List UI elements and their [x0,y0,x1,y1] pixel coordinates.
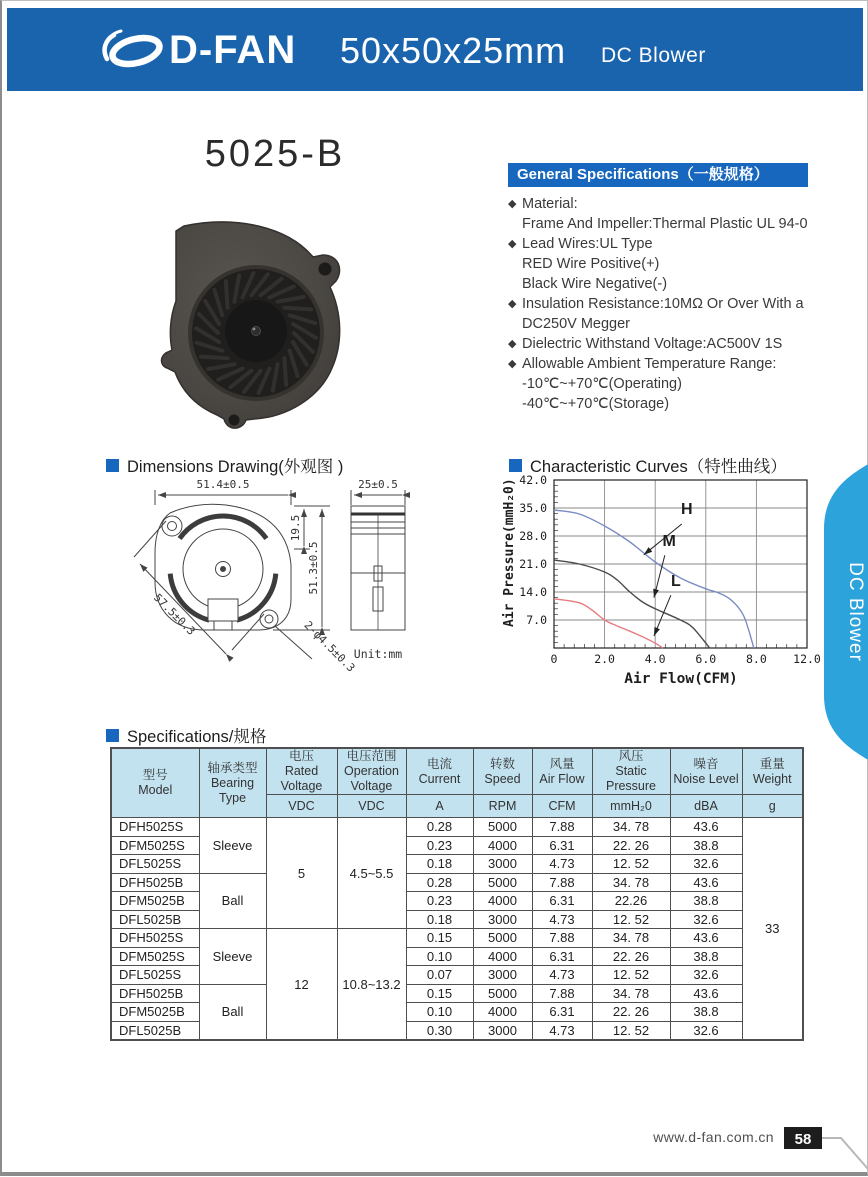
cell-airflow: 4.73 [532,966,592,985]
table-row [111,929,803,948]
blue-square-icon [106,459,119,472]
unit-header: g [742,795,803,818]
diamond-bullet-icon: ◆ [508,198,517,210]
col-header: 噪音 Noise Level [670,748,742,795]
plot-area [519,473,821,666]
cell-operation: 10.8~13.2 [337,929,406,1041]
cell-model: DFL5025S [111,855,199,874]
cell-airflow: 7.88 [532,818,592,837]
spec-item [508,254,820,274]
table-row [111,873,803,892]
cell-current: 0.18 [406,855,473,874]
cell-bearing: Ball [199,873,266,929]
cell-model: DFH5025B [111,873,199,892]
dim-inlet: 19.5 [289,514,302,542]
unit-header: VDC [337,795,406,818]
cell-current: 0.30 [406,1021,473,1040]
spec-item [508,374,820,394]
cell-airflow: 6.31 [532,947,592,966]
spec-item-text: Material: [522,196,578,212]
cell-noise: 38.8 [670,836,742,855]
page-number: 58 [794,1131,812,1148]
blue-square-icon [106,729,119,742]
cell-weight: 33 [742,818,803,1041]
y-tick-label: 14.0 [519,585,547,599]
spec-item-text: Frame And Impeller:Thermal Plastic UL 94-0 [522,216,808,232]
cell-current: 0.28 [406,818,473,837]
dim-height: 51.3±0.5 [307,541,320,595]
fan-swirl-icon [101,28,165,72]
dim-diagonal: 57.5±0.3 [151,591,198,638]
cell-current: 0.10 [406,1003,473,1022]
cell-noise: 38.8 [670,1003,742,1022]
cell-speed: 5000 [473,929,532,948]
cell-noise: 38.8 [670,892,742,911]
dimensions-drawing [108,473,488,678]
cell-noise: 32.6 [670,855,742,874]
curve-M [554,560,710,648]
dimensions-heading-text: Dimensions Drawing(外观图 ) [127,458,344,476]
curves-heading-text: Characteristic Curves（特性曲线） [530,458,787,476]
blade [226,281,228,308]
cell-noise: 43.6 [670,818,742,837]
curve-L [554,599,663,648]
col-header: 风压 Static Pressure [592,748,670,795]
cell-pressure: 12. 52 [592,855,670,874]
x-axis-title: Air Flow(CFM) [624,671,738,687]
x-tick-label: 8.0 [746,652,767,666]
cell-speed: 5000 [473,873,532,892]
cell-pressure: 34. 78 [592,984,670,1003]
blade [284,358,286,385]
cell-speed: 4000 [473,836,532,855]
cell-speed: 3000 [473,855,532,874]
spec-item [508,334,820,354]
dim-depth: 25±0.5 [358,478,398,491]
cell-pressure: 22. 26 [592,1003,670,1022]
cell-bearing: Sleeve [199,818,266,874]
y-tick-label: 42.0 [519,473,547,487]
unit-header: A [406,795,473,818]
spec-item-text: Dielectric Withstand Voltage:AC500V 1S [522,336,783,352]
table-row [111,984,803,1003]
cell-pressure: 34. 78 [592,818,670,837]
cell-current: 0.15 [406,929,473,948]
unit-header: mmH₂0 [592,795,670,818]
cell-model: DFH5025S [111,818,199,837]
cell-noise: 43.6 [670,984,742,1003]
col-header: 电压 Rated Voltage [266,748,337,795]
col-header: 转数 Speed [473,748,532,795]
diamond-bullet-icon: ◆ [508,338,517,350]
diamond-bullet-icon: ◆ [508,238,517,250]
spec-item [508,194,820,214]
spec-item [508,354,820,374]
y-axis-title: Air Pressure(mmH₂0) [502,478,517,627]
hub-highlight [253,328,256,331]
spec-item-text: -10℃~+70℃(Operating) [522,376,682,392]
spec-table-heading-text: Specifications/规格 [127,728,267,746]
mount-hole-bottom [229,415,240,426]
product-size: 50x50x25mm [340,30,567,71]
unit-header: CFM [532,795,592,818]
cell-pressure: 34. 78 [592,873,670,892]
spec-item [508,294,820,314]
cell-speed: 3000 [473,910,532,929]
cell-model: DFM5025B [111,1003,199,1022]
curve-label-H: H [681,501,693,518]
cell-pressure: 22. 26 [592,836,670,855]
unit-header: dBA [670,795,742,818]
cell-pressure: 22.26 [592,892,670,911]
cell-airflow: 4.73 [532,910,592,929]
cell-pressure: 12. 52 [592,966,670,985]
spec-item [508,274,820,294]
side-tab [812,457,868,767]
cell-airflow: 6.31 [532,836,592,855]
col-header: 重量 Weight [742,748,803,795]
cell-current: 0.07 [406,966,473,985]
blade [201,357,228,359]
cell-bearing: Sleeve [199,929,266,985]
arrowhead [644,547,652,555]
x-tick-label: 0 [550,652,558,666]
x-tick-label: 12.0 [793,652,821,666]
cell-noise: 32.6 [670,1021,742,1040]
cell-pressure: 34. 78 [592,929,670,948]
cell-noise: 32.6 [670,910,742,929]
cell-airflow: 7.88 [532,984,592,1003]
cell-airflow: 7.88 [532,873,592,892]
cell-airflow: 6.31 [532,892,592,911]
x-tick-label: 6.0 [695,652,717,666]
cell-model: DFL5025B [111,910,199,929]
cell-speed: 4000 [473,892,532,911]
cell-noise: 43.6 [670,873,742,892]
cell-current: 0.10 [406,947,473,966]
cell-current: 0.23 [406,892,473,911]
cell-pressure: 12. 52 [592,910,670,929]
side-tab-label: DC Blower [845,562,866,662]
unit-header: RPM [473,795,532,818]
cell-voltage: 12 [266,929,337,1041]
cell-speed: 5000 [473,984,532,1003]
spec-item-text: Insulation Resistance:10MΩ Or Over With a [522,296,804,312]
y-tick-label: 21.0 [519,557,547,571]
cell-current: 0.23 [406,836,473,855]
cell-voltage: 5 [266,818,337,929]
spec-item-text: DC250V Megger [522,316,630,332]
cell-airflow: 6.31 [532,1003,592,1022]
spec-item-text: RED Wire Positive(+) [522,256,660,272]
x-tick-label: 4.0 [644,652,666,666]
cell-speed: 4000 [473,1003,532,1022]
header-bar [7,8,863,91]
cell-airflow: 7.88 [532,929,592,948]
y-tick-label: 35.0 [519,501,547,515]
page-title: 5025-B [204,133,346,175]
spec-item-text: -40℃~+70℃(Storage) [522,396,670,412]
cell-speed: 5000 [473,818,532,837]
dim-holes: 2-φ4.5±0.3 [301,618,358,675]
col-header: 电压范围 Operation Voltage [337,748,406,795]
cell-current: 0.15 [406,984,473,1003]
cell-model: DFM5025B [111,892,199,911]
general-specs-heading: General Specifications（一般规格） [508,163,808,187]
spec-item-text: Black Wire Negative(-) [522,276,668,292]
cell-noise: 32.6 [670,966,742,985]
spec-table-heading [106,723,266,747]
cell-noise: 38.8 [670,947,742,966]
specifications-table [110,747,804,1041]
arrowhead [654,627,660,636]
cell-pressure: 12. 52 [592,1021,670,1040]
spec-item [508,234,820,254]
dim-width: 51.4±0.5 [196,478,250,491]
curve-label-L: L [671,573,681,590]
diamond-bullet-icon: ◆ [508,358,517,370]
characteristic-curves-chart [497,467,827,707]
cell-model: DFL5025B [111,1021,199,1040]
col-header: 型号 Model [111,748,199,818]
col-header: 电流 Current [406,748,473,795]
table-row [111,818,803,837]
cell-model: DFH5025S [111,929,199,948]
cell-speed: 3000 [473,1021,532,1040]
spec-item-text: Allowable Ambient Temperature Range: [522,356,777,372]
blade [284,308,311,310]
hub-center [252,327,261,336]
cell-speed: 3000 [473,966,532,985]
brand-name: D-FAN [169,28,297,72]
spec-item [508,214,820,234]
x-tick-label: 2.0 [594,652,615,666]
general-specs-list [508,194,820,414]
curve-label-M: M [662,533,676,550]
cell-speed: 4000 [473,947,532,966]
cell-current: 0.18 [406,910,473,929]
diamond-bullet-icon: ◆ [508,298,517,310]
cell-current: 0.28 [406,873,473,892]
cell-airflow: 4.73 [532,855,592,874]
cell-model: DFM5025S [111,836,199,855]
arrowhead [653,589,659,598]
y-tick-label: 28.0 [519,529,547,543]
unit-header: VDC [266,795,337,818]
cell-bearing: Ball [199,984,266,1040]
y-tick-label: 7.0 [526,613,547,627]
corner-line [822,1138,868,1169]
brand-logo [101,28,296,72]
cell-model: DFM5025S [111,947,199,966]
spec-item [508,314,820,334]
cell-operation: 4.5~5.5 [337,818,406,929]
col-header: 风量 Air Flow [532,748,592,795]
cell-pressure: 22. 26 [592,947,670,966]
cell-model: DFH5025B [111,984,199,1003]
mount-hole-top [319,263,332,276]
page-number-block [755,1094,868,1177]
product-type: DC Blower [601,44,706,67]
unit-label: Unit:mm [353,647,403,661]
product-photo [148,213,348,435]
cell-model: DFL5025S [111,966,199,985]
website-url[interactable]: www.d-fan.com.cn [653,1129,774,1145]
cell-noise: 43.6 [670,929,742,948]
col-header: 轴承类型 Bearing Type [199,748,266,818]
curve-H [554,510,754,648]
spec-item-text: Lead Wires:UL Type [522,236,653,252]
cell-airflow: 4.73 [532,1021,592,1040]
spec-item [508,394,820,414]
